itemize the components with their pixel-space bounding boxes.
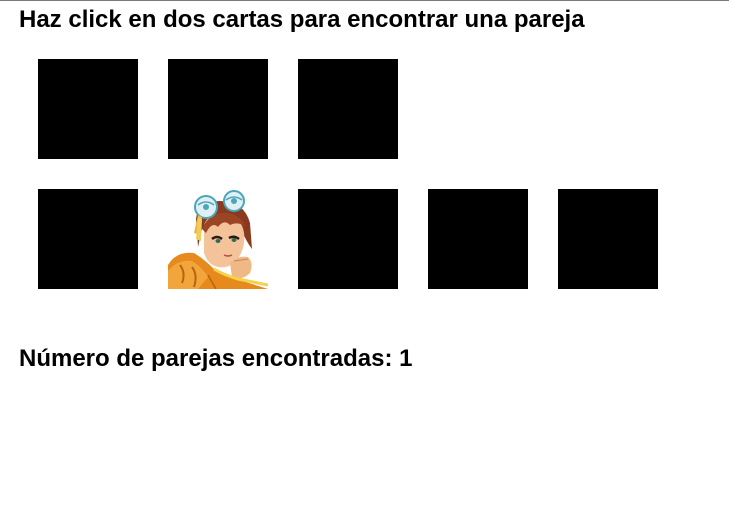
top-divider [0, 0, 729, 1]
instructions-heading: Haz click en dos cartas para encontrar una pareja [19, 6, 585, 33]
card-8[interactable] [558, 189, 658, 289]
chun-li-portrait-image [168, 189, 268, 289]
card-2[interactable] [168, 59, 268, 159]
pairs-found-value: 1 [399, 345, 413, 372]
card-1[interactable] [38, 59, 138, 159]
card-3[interactable] [298, 59, 398, 159]
card-5-revealed[interactable] [168, 189, 268, 289]
pairs-found-counter [19, 345, 412, 373]
card-7[interactable] [428, 189, 528, 289]
card-6[interactable] [298, 189, 398, 289]
card-4[interactable] [38, 189, 138, 289]
pairs-found-label: Número de parejas encontradas: [19, 345, 400, 372]
